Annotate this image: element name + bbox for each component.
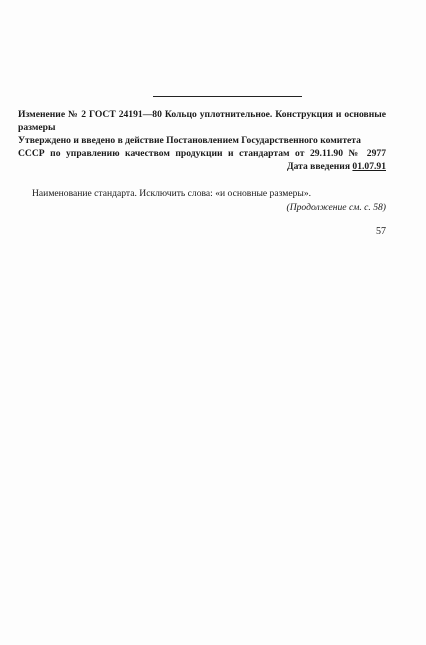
- top-divider: [153, 96, 302, 97]
- approval-statement: [18, 135, 386, 160]
- approval-line-2: СССР по управлению качеством продукции и стандартам от 29.11.90 № 2977: [18, 147, 386, 159]
- page-number: 57: [376, 226, 386, 237]
- amendment-heading: Изменение № 2 ГОСТ 24191—80 Кольцо уплотнительное. Конструкция и основные размеры: [18, 109, 386, 133]
- continuation-note: (Продолжение см. с. 58): [286, 202, 386, 213]
- effective-date-value: 01.07.91: [352, 161, 386, 172]
- approval-line-1: Утверждено и введено в действие Постановлением Государственного комитета: [18, 135, 361, 146]
- effective-date-label: Дата введения: [286, 161, 353, 172]
- effective-date: [287, 161, 386, 172]
- amendment-body-text: Наименование стандарта. Исключить слова: «и основные размеры».: [32, 188, 312, 199]
